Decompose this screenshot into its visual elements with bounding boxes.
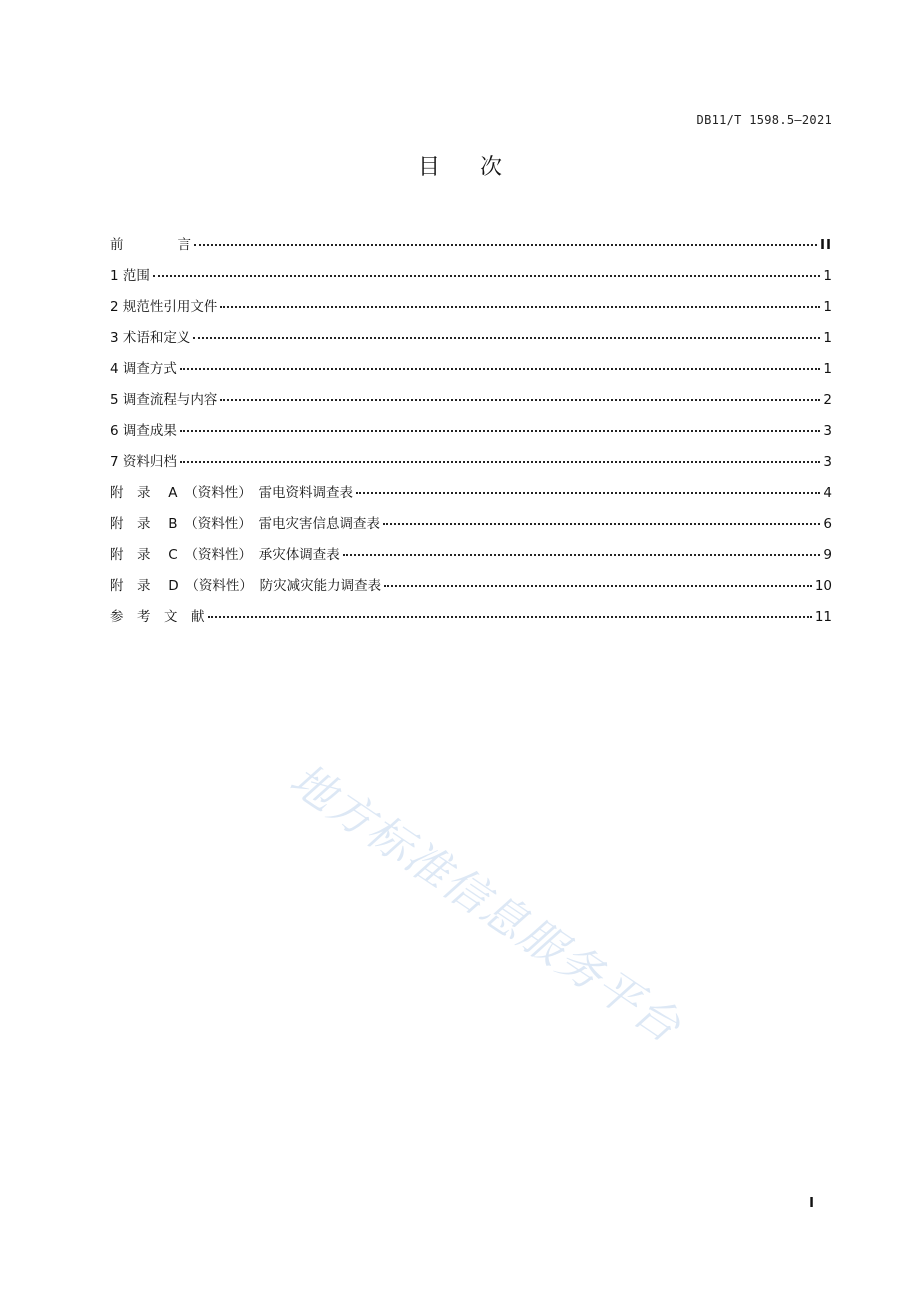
toc-entry-page: 1: [823, 330, 832, 346]
dot-leader: [180, 430, 821, 432]
toc-entry-label: 2 规范性引用文件: [110, 299, 218, 315]
toc-entry-page: 4: [823, 485, 832, 501]
toc-entry-label: 5 调查流程与内容: [110, 392, 218, 408]
toc-entry-label: 附 录 A （资料性） 雷电资料调查表: [110, 485, 354, 501]
toc-entry-appendix-c[interactable]: [110, 543, 832, 574]
toc-entry-page: 10: [814, 578, 832, 594]
toc-entry-label: 3 术语和定义: [110, 330, 191, 346]
toc-entry-label: 附 录 C （资料性） 承灾体调查表: [110, 547, 340, 563]
dot-leader: [208, 616, 812, 618]
toc-entry-page: II: [819, 237, 832, 253]
toc-entry-page: 1: [823, 361, 832, 377]
toc-entry-page: 6: [823, 516, 832, 532]
dot-leader: [180, 368, 821, 370]
dot-leader: [153, 275, 821, 277]
toc-entry-label: 6 调查成果: [110, 423, 177, 439]
toc-entry-label: 7 资料归档: [110, 454, 177, 470]
document-code: DB11/T 1598.5—2021: [696, 113, 832, 127]
toc-entry-page: 1: [823, 268, 832, 284]
dot-leader: [180, 461, 821, 463]
toc-entry-label: 附 录 B （资料性） 雷电灾害信息调查表: [110, 516, 381, 532]
toc-entry-appendix-d[interactable]: [110, 574, 832, 605]
toc-entry-label: 1 范围: [110, 268, 150, 284]
toc-entry-survey-results[interactable]: [110, 419, 832, 450]
dot-leader: [194, 244, 817, 246]
dot-leader: [384, 585, 812, 587]
toc-entry-normative-references[interactable]: [110, 295, 832, 326]
toc-entry-label: 附 录 D （资料性） 防灾减灾能力调查表: [110, 578, 382, 594]
toc-entry-page: 2: [823, 392, 832, 408]
dot-leader: [220, 399, 820, 401]
toc-entry-page: 1: [823, 299, 832, 315]
toc-entry-page: 9: [823, 547, 832, 563]
dot-leader: [343, 554, 821, 556]
dot-leader: [220, 306, 820, 308]
toc-entry-label: 参 考 文 献: [110, 609, 205, 625]
toc-entry-appendix-a[interactable]: [110, 481, 832, 512]
dot-leader: [356, 492, 820, 494]
toc-entry-page: 11: [814, 609, 832, 625]
toc-entry-bibliography[interactable]: [110, 605, 832, 636]
toc-entry-terms-definitions[interactable]: [110, 326, 832, 357]
page-title: 目次: [417, 155, 542, 180]
dot-leader: [383, 523, 820, 525]
toc-entry-appendix-b[interactable]: [110, 512, 832, 543]
toc-entry-label: 前 言: [110, 237, 191, 253]
toc-entry-archiving[interactable]: [110, 450, 832, 481]
toc-entry-label: 4 调查方式: [110, 361, 177, 377]
toc-entry-survey-process[interactable]: [110, 388, 832, 419]
toc-entry-preface[interactable]: [110, 233, 832, 264]
watermark: 地方标准信息服务平台: [280, 753, 691, 1054]
page-number: I: [809, 1196, 814, 1211]
toc-entry-page: 3: [823, 454, 832, 470]
toc-entry-page: 3: [823, 423, 832, 439]
table-of-contents: [110, 233, 832, 636]
toc-entry-survey-method[interactable]: [110, 357, 832, 388]
toc-entry-scope[interactable]: [110, 264, 832, 295]
dot-leader: [193, 337, 820, 339]
